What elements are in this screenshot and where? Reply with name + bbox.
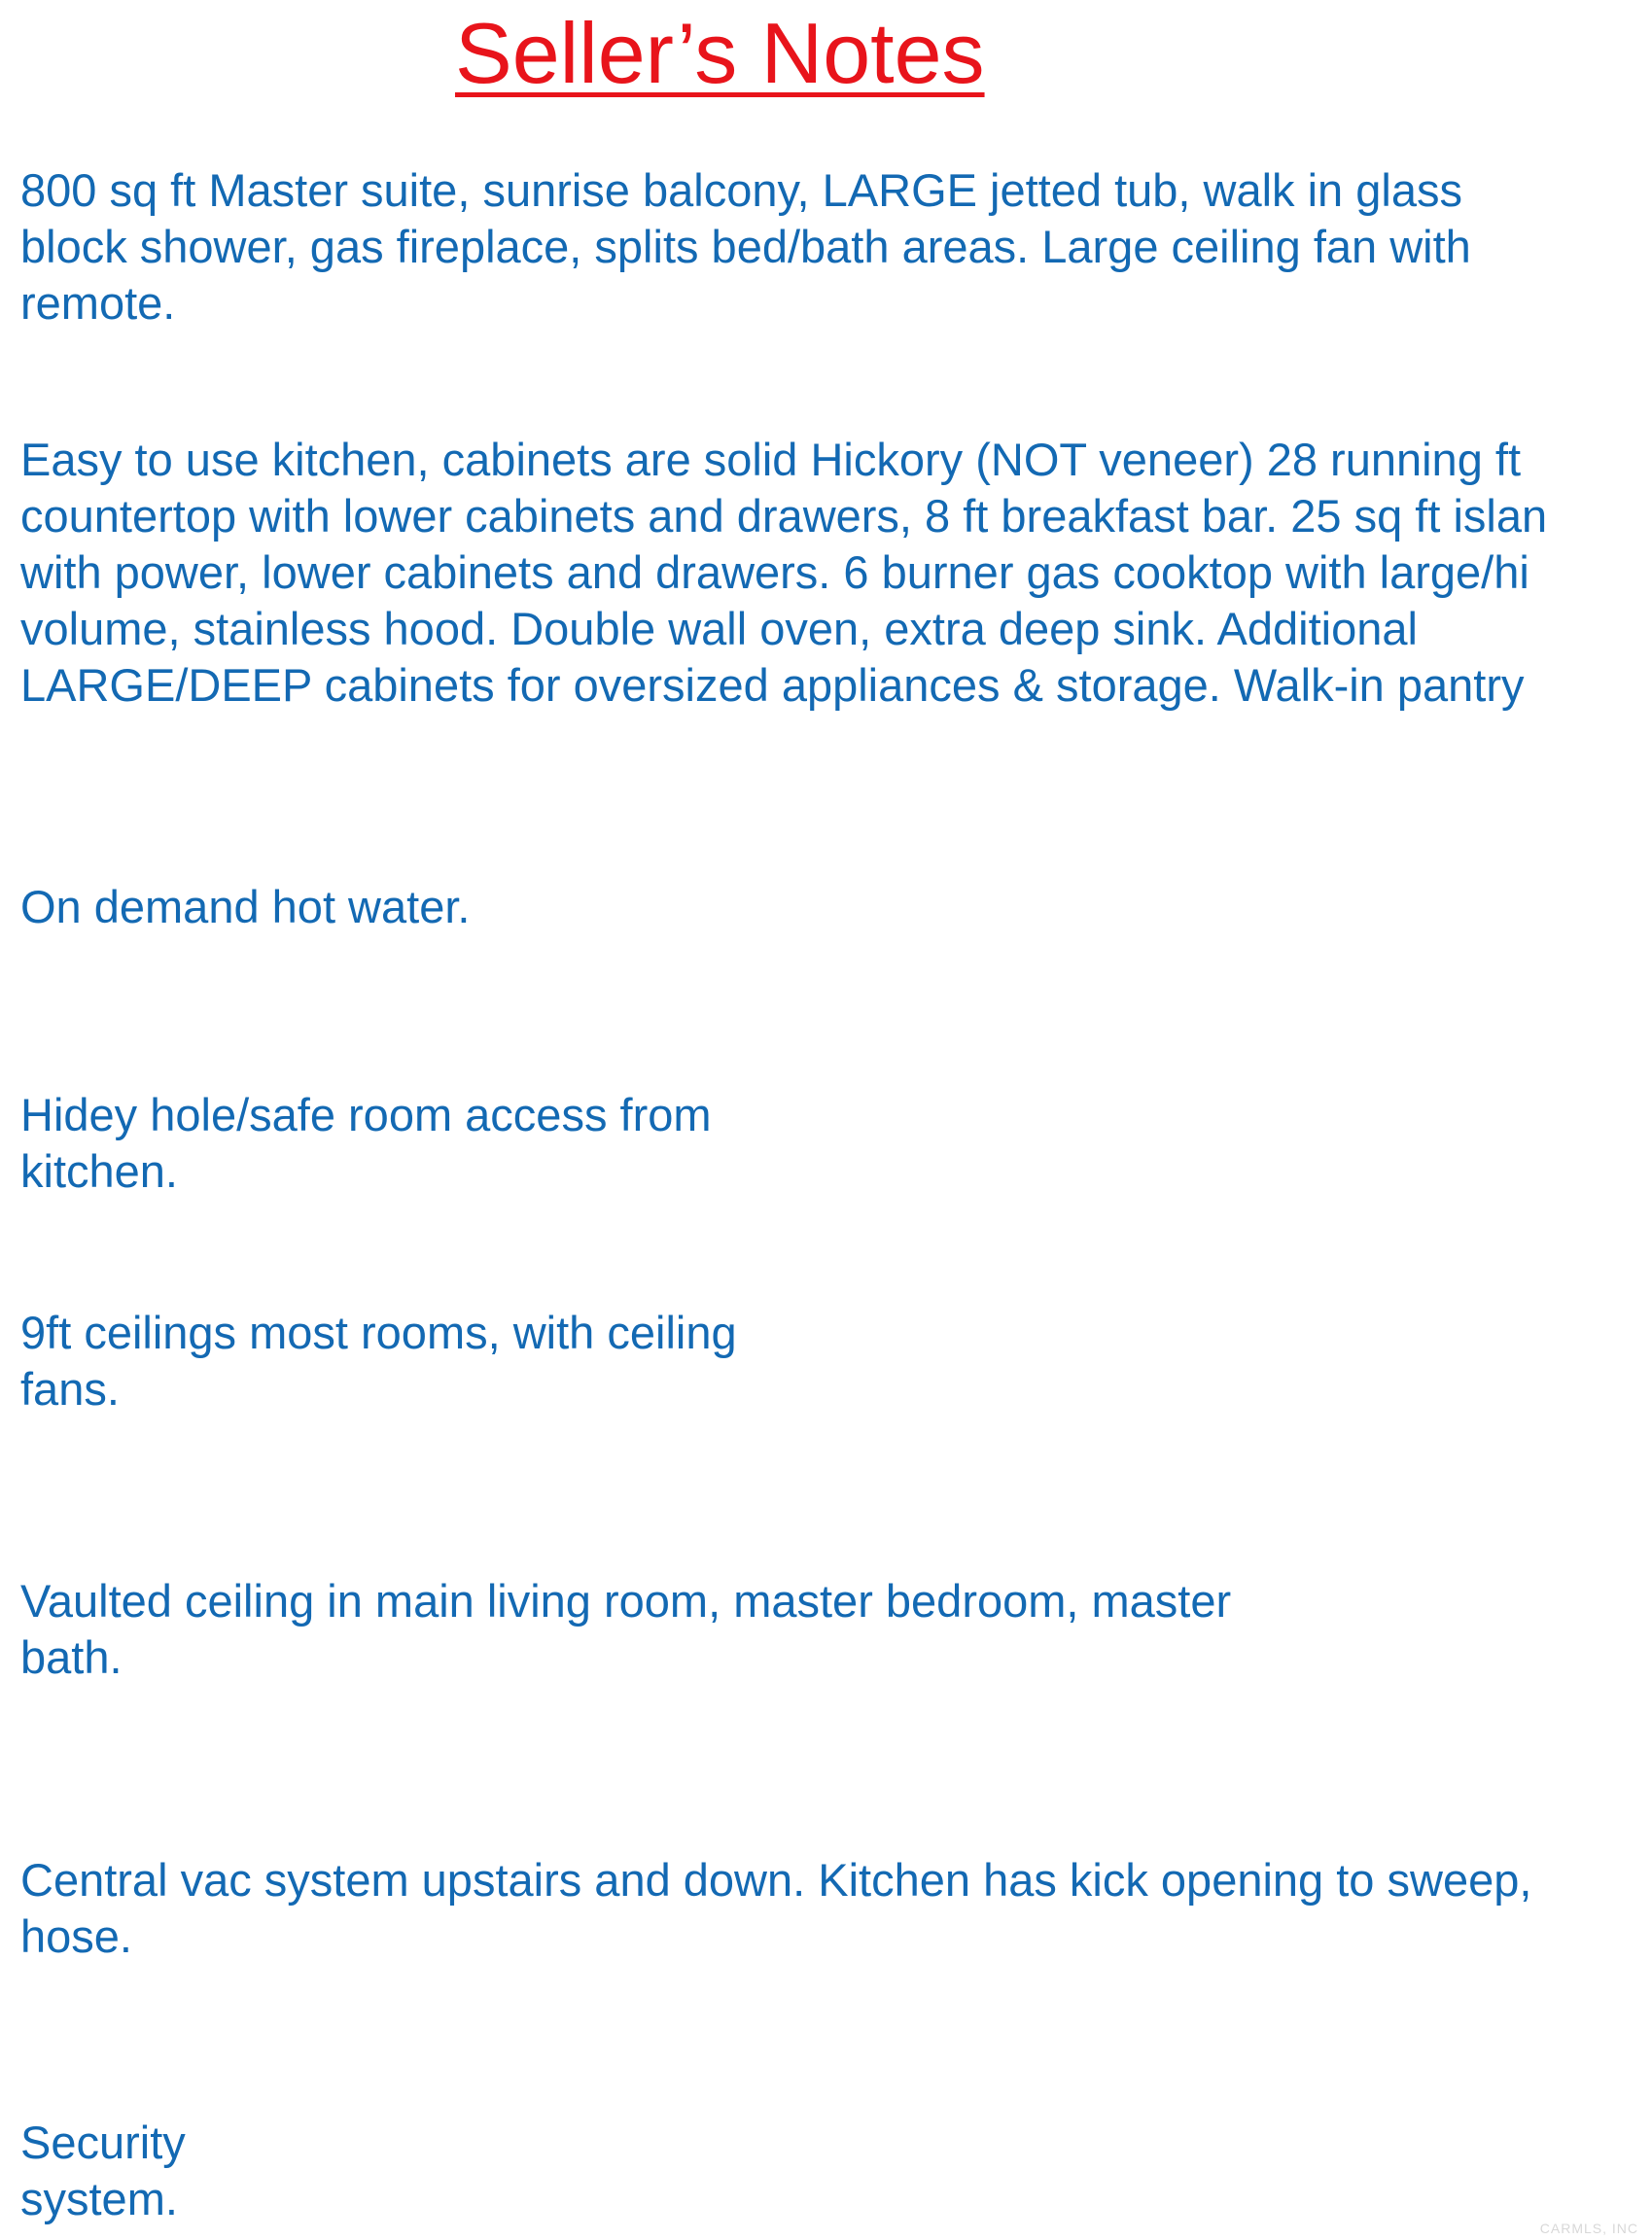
note-safe-room: Hidey hole/safe room access from kitchen. [20, 1089, 712, 1197]
page-title: Seller’s Notes [455, 5, 985, 101]
note-security: Security system. [20, 2117, 186, 2224]
note-ceilings: 9ft ceilings most rooms, with ceiling fans. [20, 1307, 737, 1415]
note-kitchen: Easy to use kitchen, cabinets are solid Hickory (NOT veneer) 28 running ft countertop with lower cabinets and drawers, 8 ft breakfast bar. 25 sq ft islan with power, lower cabinets and drawers. 6 burner gas cooktop with large/hi volume, stainless hood. Double wall oven, extra deep sink. Additional LARGE/DEEP cabinets for oversized appliances & storage. Walk-in pantry [20, 434, 1548, 711]
note-master-suite: 800 sq ft Master suite, sunrise balcony, LARGE jetted tub, walk in glass block shower, gas fireplace, splits bed/bath areas. Large ceiling fan with remote. [20, 164, 1471, 329]
note-hot-water: On demand hot water. [20, 881, 471, 932]
note-central-vac: Central vac system upstairs and down. Kitchen has kick opening to sweep, hose. [20, 1854, 1532, 1962]
note-vaulted-ceiling: Vaulted ceiling in main living room, master bedroom, master bath. [20, 1575, 1232, 1683]
watermark: CARMLS, INC [1539, 2221, 1638, 2236]
